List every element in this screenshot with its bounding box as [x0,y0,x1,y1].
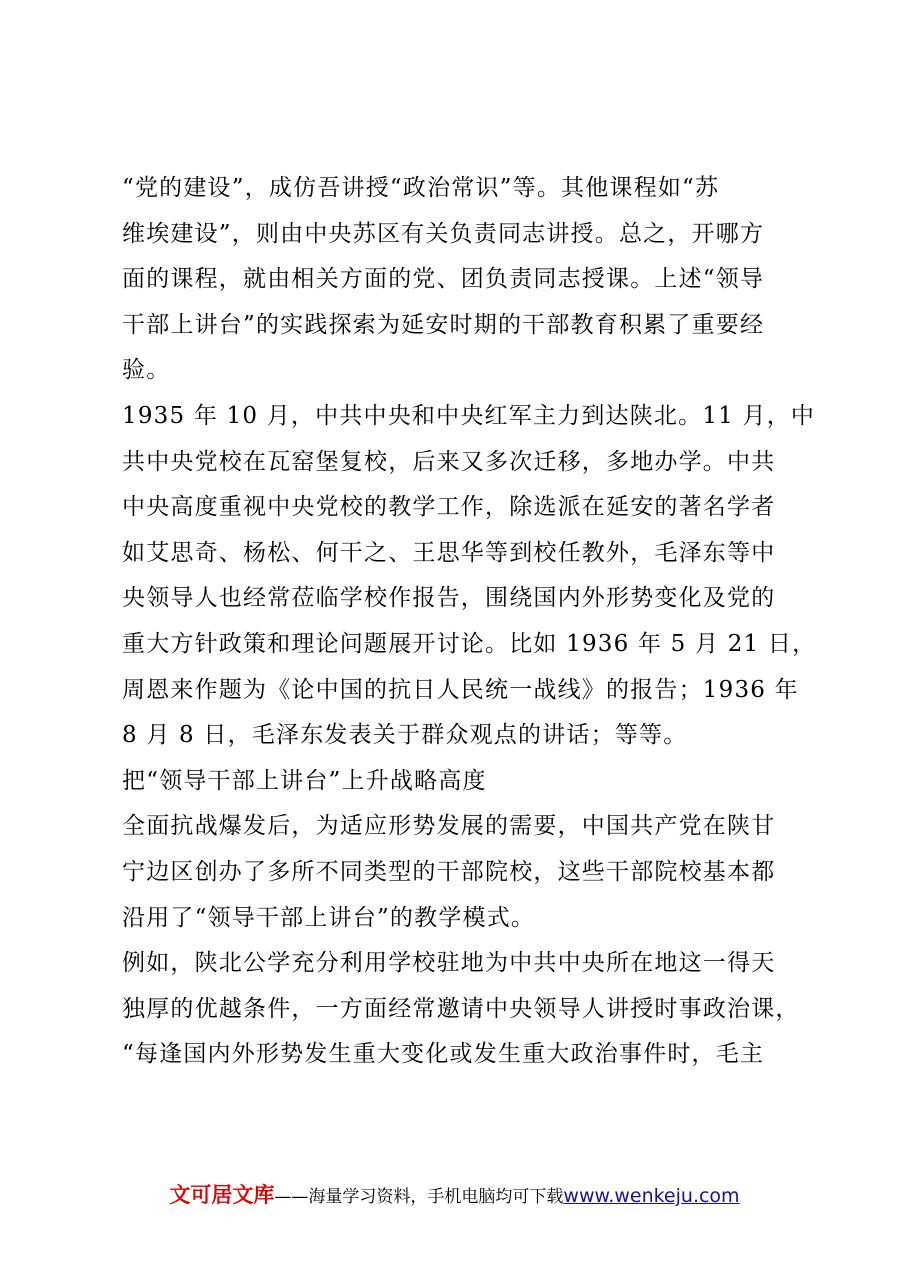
footer-brand: 文可居文库 [169,1183,275,1207]
text-line: 干部上讲台”的实践探索为延安时期的干部教育积累了重要经 [122,311,765,338]
text-line: “每逢国内外形势发生重大变化或发生重大政治事件时，毛主 [122,1041,765,1068]
text-line: 全面抗战爆发后，为适应形势发展的需要，中国共产党在陕甘 [122,813,776,840]
text-line: 重大方针政策和理论问题展开讨论。比如 1936 年 5 月 21 日， [122,630,817,657]
text-line: 维埃建设”，则由中央苏区有关负责同志讲授。总之，开哪方 [122,220,765,247]
footer-banner [0,1180,909,1212]
text-line: 独厚的优越条件，一方面经常邀请中央领导人讲授时事政治课， [122,995,800,1022]
footer-tagline: ——海量学习资料，手机电脑均可下载 [274,1187,564,1207]
text-line: 如艾思奇、杨松、何干之、王思华等到校任教外，毛泽东等中 [122,539,776,566]
text-line: 验。 [122,357,171,384]
text-line: “党的建设”，成仿吾讲授“政治常识”等。其他课程如“苏 [122,175,720,201]
section-heading: 把“领导干部上讲台”上升战略高度 [122,767,487,794]
text-line: 1935 年 10 月，中共中央和中央红军主力到达陕北。11 月，中 [122,402,816,429]
text-line: 8 月 8 日，毛泽东发表关于群众观点的讲话；等等。 [122,722,688,749]
text-line: 宁边区创办了多所不同类型的干部院校，这些干部院校基本都 [122,858,776,885]
text-line: 例如，陕北公学充分利用学校驻地为中共中央所在地这一得天 [122,950,776,977]
text-line: 面的课程，就由相关方面的党、团负责同志授课。上述“领导 [122,266,765,293]
text-line: 央领导人也经常莅临学校作报告，围绕国内外形势变化及党的 [122,585,776,612]
text-line: 中央高度重视中央党校的教学工作，除选派在延安的著名学者 [122,494,776,521]
document-body [122,166,817,1078]
text-line: 沿用了“领导干部上讲台”的教学模式。 [122,904,536,931]
text-line: 共中央党校在瓦窑堡复校，后来又多次迁移，多地办学。中共 [122,448,776,475]
text-line: 周恩来作题为《论中国的抗日人民统一战线》的报告；1936 年 [122,676,799,703]
footer-website-link[interactable]: www.wenkeju.com [563,1185,740,1207]
